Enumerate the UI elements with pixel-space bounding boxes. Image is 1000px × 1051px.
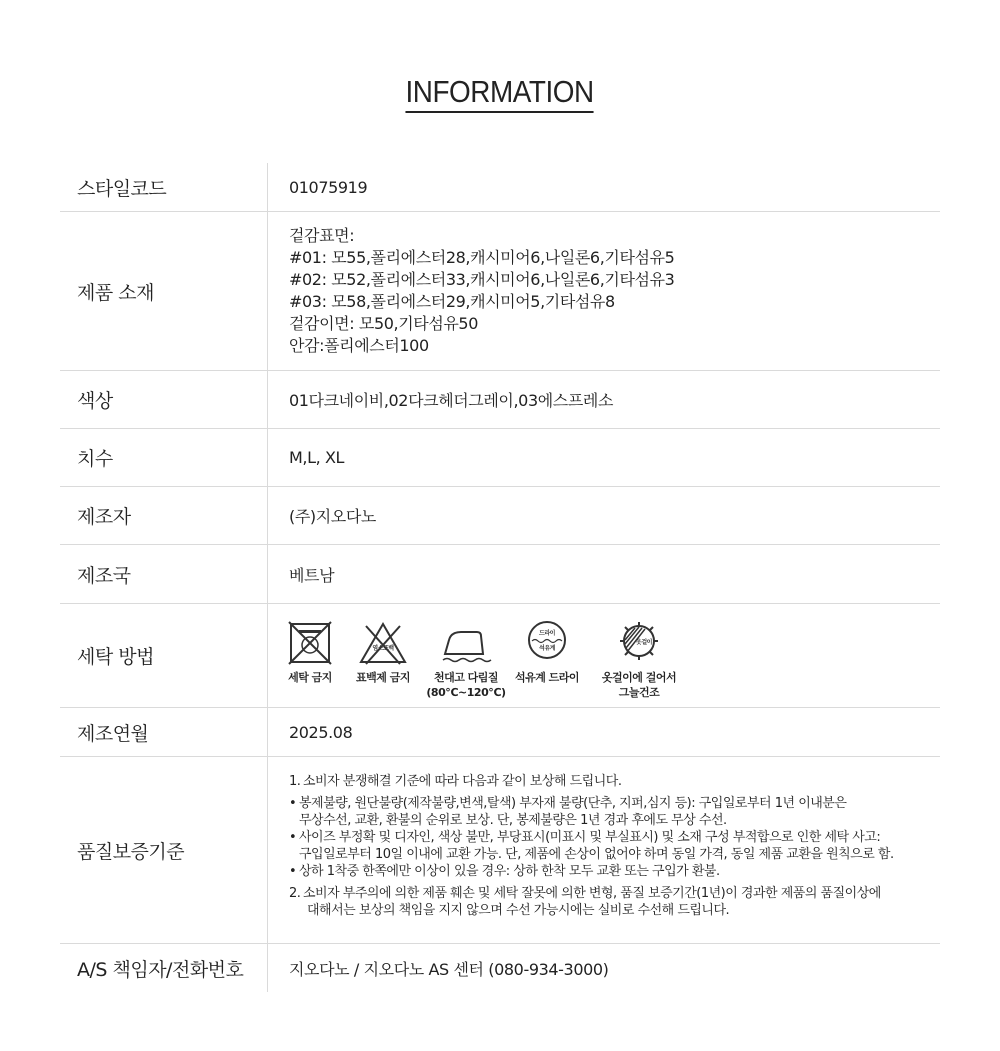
row-as: [60, 944, 940, 992]
row-date: [60, 708, 940, 757]
row-maker: [60, 487, 940, 545]
page-title: INFORMATION: [406, 74, 594, 113]
care-item-no-wash: [282, 620, 338, 685]
no-wash-icon: [287, 620, 333, 666]
hang-dry-icon-text: 옷걸이: [636, 639, 652, 646]
dry-clean-icon-text-bottom: 석유계: [539, 645, 555, 652]
style-code-label: 스타일코드: [60, 163, 268, 211]
care-icons: [268, 604, 940, 707]
row-quality: [60, 757, 940, 944]
material-line: #01: 모55,폴리에스터28,캐시미어6,나일론6,기타섬유5: [289, 248, 675, 267]
row-style-code: [60, 163, 940, 212]
care-caption: 옷걸이에 걸어서: [601, 671, 677, 684]
care-caption: 표백제 금지: [356, 671, 410, 684]
care-item-iron: [426, 620, 506, 700]
no-bleach-icon: [358, 620, 408, 666]
care-item-hang-dry: [594, 620, 684, 700]
style-code-value: 01075919: [289, 177, 368, 197]
material-line: 겉감표면:: [289, 226, 355, 245]
quality-label: 품질보증기준: [60, 757, 268, 943]
material-line: 겉감이면: 모50,기타섬유50: [289, 314, 478, 333]
quality-bullet: • 상하 1착중 한쪽에만 이상이 있을 경우: 상하 한착 모두 교환 또는 구입가 환불.: [289, 864, 720, 879]
quality-item-1: 1. 소비자 분쟁해결 기준에 따라 다음과 같이 보상해 드립니다.: [289, 774, 622, 789]
care-caption: 석유계 드라이: [514, 671, 580, 684]
quality-bullet-cont: 무상수선, 교환, 환불의 순위로 보상. 단, 봉제불량은 1년 경과 후에도 무상 수선.: [299, 813, 727, 828]
material-line: #03: 모58,폴리에스터29,캐시미어5,기타섬유8: [289, 292, 615, 311]
material-value: [268, 212, 940, 370]
row-color: [60, 371, 940, 429]
quality-text: [268, 757, 940, 943]
maker-label: 제조자: [60, 487, 268, 544]
care-caption: 천대고 다림질: [433, 671, 499, 684]
info-table: [60, 163, 940, 992]
care-label: 세탁 방법: [60, 604, 268, 707]
care-caption: 세탁 금지: [288, 671, 332, 684]
dry-clean-icon-text-top: 드라이: [539, 630, 555, 637]
page-title-wrap: [0, 74, 1000, 113]
row-size: [60, 429, 940, 487]
quality-bullet-cont: 구입일로부터 10일 이내에 교환 가능. 단, 제품에 손상이 없어야 하며 동일 가격, 동일 제품 교환을 원칙으로 함.: [299, 847, 894, 862]
as-label: A/S 책임자/전화번호: [60, 944, 268, 992]
row-country: [60, 545, 940, 604]
quality-bullet: • 사이즈 부정확 및 디자인, 색상 불만, 부당표시(미표시 및 부실표시) 및 소재 구성 부적합으로 인한 세탁 사고:: [289, 830, 881, 845]
iron-icon: [439, 620, 493, 666]
as-value: 지오다노 / 지오다노 AS 센터 (080-934-3000): [289, 959, 609, 979]
no-bleach-icon-text: 염소표백: [372, 645, 394, 652]
country-value: 베트남: [289, 565, 335, 585]
quality-item-2: 2. 소비자 부주의에 의한 제품 훼손 및 세탁 잘못에 의한 변형, 품질 보증기간(1년)이 경과한 제품의 품질이상에: [289, 886, 881, 901]
hang-dry-shade-icon: [614, 620, 664, 666]
row-material: [60, 212, 940, 371]
maker-value: (주)지오다노: [289, 507, 376, 526]
size-label: 치수: [60, 429, 268, 486]
size-value: M,L, XL: [289, 448, 345, 467]
row-care: [60, 604, 940, 708]
care-caption-sub: (80℃~120℃): [426, 686, 506, 699]
country-label: 제조국: [60, 545, 268, 603]
material-line: #02: 모52,폴리에스터33,캐시미어6,나일론6,기타섬유3: [289, 270, 675, 289]
material-line: 안감:폴리에스터100: [289, 336, 429, 355]
care-item-dry-clean: [510, 620, 584, 685]
color-label: 색상: [60, 371, 268, 428]
care-caption-sub: 그늘건조: [618, 686, 660, 699]
material-label: 제품 소재: [60, 212, 268, 370]
date-label: 제조연월: [60, 708, 268, 756]
care-item-no-bleach: [348, 620, 418, 685]
quality-item-2-cont: 대해서는 보상의 책임을 지지 않으며 수선 가능시에는 실비로 수선해 드립니다.: [307, 903, 730, 918]
date-value: 2025.08: [289, 722, 353, 742]
petroleum-dry-clean-icon: [524, 620, 570, 666]
quality-bullet: • 봉제불량, 원단불량(제작불량,변색,탈색) 부자재 불량(단추, 지퍼,심지 등): 구입일로부터 1년 이내분은: [289, 796, 847, 811]
color-value: 01다크네이비,02다크헤더그레이,03에스프레소: [289, 391, 614, 410]
